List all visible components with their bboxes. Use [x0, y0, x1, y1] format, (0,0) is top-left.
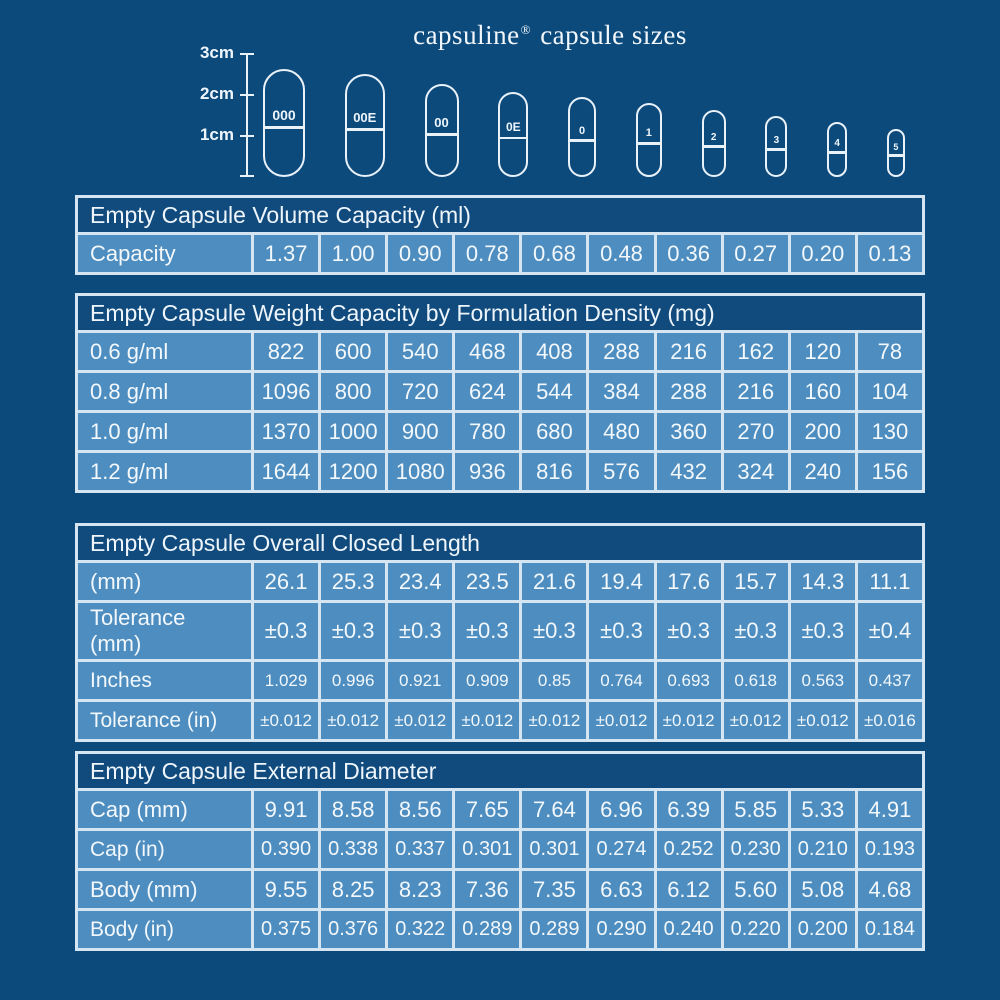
- value-cell: 17.6: [655, 562, 722, 602]
- value-cell: 23.4: [387, 562, 454, 602]
- table-external-diameter: [75, 751, 925, 951]
- row-label: Tolerance (mm): [77, 602, 253, 661]
- value-cell: 1644: [253, 452, 320, 492]
- capsule-1: [636, 103, 662, 177]
- table-row: [77, 412, 924, 452]
- value-cell: 0.240: [655, 910, 722, 950]
- value-cell: 432: [655, 452, 722, 492]
- table-closed-length: [75, 523, 925, 742]
- value-cell: ±0.3: [789, 602, 856, 661]
- row-label: 1.2 g/ml: [77, 452, 253, 492]
- capsule-000: [263, 69, 305, 177]
- value-cell: 468: [454, 332, 521, 372]
- capsule-number: 3: [773, 134, 780, 146]
- value-cell: 0.390: [253, 830, 320, 870]
- value-cell: 0.36: [655, 234, 722, 274]
- value-cell: 0.337: [387, 830, 454, 870]
- value-cell: 0.618: [722, 661, 789, 701]
- capsule-seam-line: [704, 145, 724, 148]
- value-cell: 624: [454, 372, 521, 412]
- capsule-number: 000: [272, 107, 296, 124]
- title-suffix: capsule sizes: [532, 20, 687, 50]
- capsule-4: [827, 122, 847, 177]
- value-cell: 4.91: [856, 790, 923, 830]
- value-cell: 21.6: [521, 562, 588, 602]
- value-cell: ±0.3: [655, 602, 722, 661]
- value-cell: 0.322: [387, 910, 454, 950]
- value-cell: 7.65: [454, 790, 521, 830]
- value-cell: 162: [722, 332, 789, 372]
- value-cell: 0.921: [387, 661, 454, 701]
- table-row: [77, 562, 924, 602]
- value-cell: ±0.012: [521, 701, 588, 741]
- value-cell: ±0.4: [856, 602, 923, 661]
- capsule-seam-line: [889, 154, 903, 157]
- capsule-2: [702, 110, 726, 177]
- table-weight-capacity: [75, 293, 925, 493]
- value-cell: 5.85: [722, 790, 789, 830]
- value-cell: 8.58: [320, 790, 387, 830]
- ruler-label: 3cm: [199, 43, 234, 62]
- value-cell: 216: [722, 372, 789, 412]
- row-label: 0.8 g/ml: [77, 372, 253, 412]
- value-cell: 5.08: [789, 870, 856, 910]
- value-cell: 0.274: [588, 830, 655, 870]
- value-cell: 0.48: [588, 234, 655, 274]
- capsule-seam-line: [767, 148, 785, 151]
- capsule-seam-line: [829, 151, 845, 154]
- ruler: [199, 43, 248, 177]
- row-label: Cap (in): [77, 830, 253, 870]
- value-cell: 6.12: [655, 870, 722, 910]
- value-cell: 0.210: [789, 830, 856, 870]
- table-row: [77, 452, 924, 492]
- value-cell: 6.63: [588, 870, 655, 910]
- value-cell: 0.230: [722, 830, 789, 870]
- table-header-row: [77, 525, 924, 562]
- table-row: [77, 790, 924, 830]
- value-cell: 600: [320, 332, 387, 372]
- table-row: [77, 372, 924, 412]
- value-cell: ±0.012: [253, 701, 320, 741]
- value-cell: 7.36: [454, 870, 521, 910]
- capsule-number: 5: [893, 141, 899, 152]
- brand-name: capsuline: [413, 20, 520, 50]
- capsule-3: [765, 116, 787, 177]
- value-cell: 0.78: [454, 234, 521, 274]
- ruler-line: [246, 53, 248, 177]
- value-cell: 900: [387, 412, 454, 452]
- value-cell: 6.96: [588, 790, 655, 830]
- capsule-seam-line: [500, 137, 526, 140]
- capsule-seam-line: [427, 133, 457, 136]
- value-cell: 0.184: [856, 910, 923, 950]
- table-title: Empty Capsule Volume Capacity (ml): [77, 197, 924, 234]
- value-cell: 9.55: [253, 870, 320, 910]
- capsule-number: 00E: [353, 110, 377, 126]
- row-label: Capacity: [77, 234, 253, 274]
- value-cell: 1200: [320, 452, 387, 492]
- value-cell: 6.39: [655, 790, 722, 830]
- table-header-row: [77, 197, 924, 234]
- value-cell: 1.029: [253, 661, 320, 701]
- value-cell: 0.301: [454, 830, 521, 870]
- value-cell: 0.693: [655, 661, 722, 701]
- value-cell: 408: [521, 332, 588, 372]
- row-label: 0.6 g/ml: [77, 332, 253, 372]
- value-cell: 8.23: [387, 870, 454, 910]
- value-cell: 130: [856, 412, 923, 452]
- table-row: [77, 234, 924, 274]
- value-cell: 0.252: [655, 830, 722, 870]
- ruler-mark-bottom: [240, 175, 254, 177]
- value-cell: 0.13: [856, 234, 923, 274]
- value-cell: 360: [655, 412, 722, 452]
- capsule-seam-line: [638, 142, 660, 145]
- value-cell: 0.289: [454, 910, 521, 950]
- capsule-number: 0E: [505, 120, 521, 135]
- value-cell: 0.68: [521, 234, 588, 274]
- value-cell: 0.375: [253, 910, 320, 950]
- row-label: Cap (mm): [77, 790, 253, 830]
- value-cell: 0.290: [588, 910, 655, 950]
- value-cell: ±0.012: [655, 701, 722, 741]
- value-cell: 0.563: [789, 661, 856, 701]
- value-cell: 8.25: [320, 870, 387, 910]
- value-cell: 384: [588, 372, 655, 412]
- value-cell: 544: [521, 372, 588, 412]
- value-cell: 0.200: [789, 910, 856, 950]
- value-cell: 160: [789, 372, 856, 412]
- value-cell: 240: [789, 452, 856, 492]
- page-title: [105, 20, 995, 51]
- value-cell: ±0.3: [454, 602, 521, 661]
- value-cell: 11.1: [856, 562, 923, 602]
- value-cell: 1080: [387, 452, 454, 492]
- row-label: (mm): [77, 562, 253, 602]
- ruler-mark-2cm: [199, 84, 254, 103]
- value-cell: ±0.3: [722, 602, 789, 661]
- value-cell: 104: [856, 372, 923, 412]
- table-row: [77, 701, 924, 741]
- value-cell: 0.437: [856, 661, 923, 701]
- capsule-seam-line: [347, 128, 383, 131]
- value-cell: 0.90: [387, 234, 454, 274]
- value-cell: 0.376: [320, 910, 387, 950]
- value-cell: 0.338: [320, 830, 387, 870]
- value-cell: ±0.012: [320, 701, 387, 741]
- value-cell: 26.1: [253, 562, 320, 602]
- capsule-number: 2: [710, 131, 717, 143]
- value-cell: 800: [320, 372, 387, 412]
- table-header-row: [77, 295, 924, 332]
- value-cell: 7.64: [521, 790, 588, 830]
- value-cell: 1000: [320, 412, 387, 452]
- value-cell: 288: [655, 372, 722, 412]
- value-cell: 120: [789, 332, 856, 372]
- value-cell: 4.68: [856, 870, 923, 910]
- table-volume-capacity: [75, 195, 925, 275]
- capsule-seam-line: [265, 126, 303, 129]
- value-cell: 7.35: [521, 870, 588, 910]
- table-title: Empty Capsule Overall Closed Length: [77, 525, 924, 562]
- value-cell: 5.33: [789, 790, 856, 830]
- value-cell: 288: [588, 332, 655, 372]
- capsule-0: [568, 97, 596, 177]
- capsule-seam-line: [570, 139, 594, 142]
- table-title: Empty Capsule External Diameter: [77, 753, 924, 790]
- value-cell: ±0.3: [320, 602, 387, 661]
- value-cell: 540: [387, 332, 454, 372]
- value-cell: ±0.012: [454, 701, 521, 741]
- value-cell: 19.4: [588, 562, 655, 602]
- capsule-0E: [498, 92, 528, 177]
- value-cell: 936: [454, 452, 521, 492]
- value-cell: 1370: [253, 412, 320, 452]
- capsule-number: 00: [434, 115, 449, 131]
- value-cell: 25.3: [320, 562, 387, 602]
- capsule-00E: [345, 74, 385, 177]
- capsule-number: 1: [645, 127, 652, 140]
- value-cell: 8.56: [387, 790, 454, 830]
- value-cell: 1096: [253, 372, 320, 412]
- value-cell: ±0.012: [789, 701, 856, 741]
- value-cell: ±0.016: [856, 701, 923, 741]
- value-cell: 270: [722, 412, 789, 452]
- capsule-row: [263, 57, 905, 177]
- capsule-number: 4: [834, 137, 840, 149]
- value-cell: ±0.3: [521, 602, 588, 661]
- value-cell: 14.3: [789, 562, 856, 602]
- value-cell: 0.289: [521, 910, 588, 950]
- row-label: 1.0 g/ml: [77, 412, 253, 452]
- value-cell: 78: [856, 332, 923, 372]
- value-cell: 324: [722, 452, 789, 492]
- capsule-5: [887, 129, 905, 177]
- value-cell: 0.193: [856, 830, 923, 870]
- value-cell: 15.7: [722, 562, 789, 602]
- value-cell: 0.909: [454, 661, 521, 701]
- value-cell: ±0.012: [588, 701, 655, 741]
- value-cell: 0.20: [789, 234, 856, 274]
- value-cell: 822: [253, 332, 320, 372]
- value-cell: 9.91: [253, 790, 320, 830]
- table-row: [77, 870, 924, 910]
- value-cell: ±0.3: [588, 602, 655, 661]
- table-row: [77, 661, 924, 701]
- value-cell: 0.85: [521, 661, 588, 701]
- value-cell: ±0.012: [722, 701, 789, 741]
- value-cell: 0.220: [722, 910, 789, 950]
- ruler-label: 2cm: [199, 84, 234, 103]
- value-cell: 5.60: [722, 870, 789, 910]
- value-cell: 156: [856, 452, 923, 492]
- value-cell: 720: [387, 372, 454, 412]
- value-cell: 680: [521, 412, 588, 452]
- value-cell: 0.996: [320, 661, 387, 701]
- registered-mark: ®: [520, 22, 531, 37]
- value-cell: ±0.3: [387, 602, 454, 661]
- value-cell: 0.301: [521, 830, 588, 870]
- value-cell: 23.5: [454, 562, 521, 602]
- value-cell: 0.27: [722, 234, 789, 274]
- value-cell: 1.37: [253, 234, 320, 274]
- capsule-number: 0: [579, 124, 586, 137]
- value-cell: 216: [655, 332, 722, 372]
- value-cell: ±0.3: [253, 602, 320, 661]
- table-row: [77, 830, 924, 870]
- value-cell: 1.00: [320, 234, 387, 274]
- value-cell: 576: [588, 452, 655, 492]
- capsule-00: [425, 84, 459, 177]
- ruler-label: 1cm: [199, 125, 234, 144]
- ruler-mark-1cm: [199, 125, 254, 144]
- table-header-row: [77, 753, 924, 790]
- value-cell: 0.764: [588, 661, 655, 701]
- row-label: Tolerance (in): [77, 701, 253, 741]
- value-cell: ±0.012: [387, 701, 454, 741]
- table-row: [77, 332, 924, 372]
- value-cell: 200: [789, 412, 856, 452]
- row-label: Body (mm): [77, 870, 253, 910]
- value-cell: 480: [588, 412, 655, 452]
- table-row: [77, 602, 924, 661]
- value-cell: 780: [454, 412, 521, 452]
- value-cell: 816: [521, 452, 588, 492]
- ruler-mark-3cm: [199, 43, 254, 62]
- row-label: Inches: [77, 661, 253, 701]
- table-title: Empty Capsule Weight Capacity by Formulation Density (mg): [77, 295, 924, 332]
- table-row: [77, 910, 924, 950]
- row-label: Body (in): [77, 910, 253, 950]
